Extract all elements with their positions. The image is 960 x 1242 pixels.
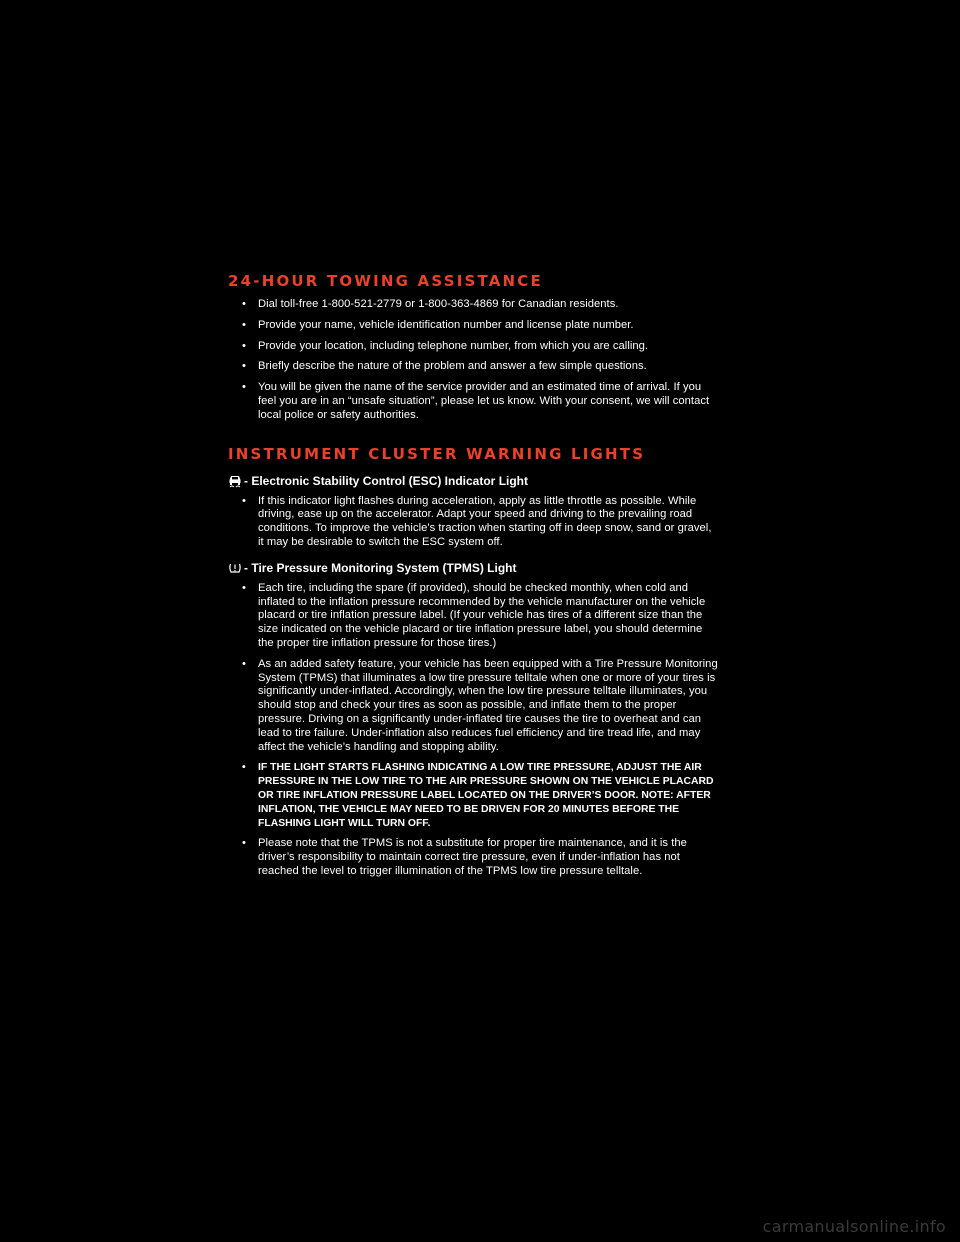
list-item: • Each tire, including the spare (if provided), should be checked monthly, when cold and inflated to the inflation pressure recommended by the vehicle manufacturer on the vehicle placard or tire inflation pressure label. (If your vehicle has tires of a different size than the size indicated on the vehicle placard or tire inflation pressure label, you should determine the proper tire inflation pressure for those tires.) <box>240 582 718 651</box>
esc-light-heading-text: - Electronic Stability Control (ESC) Indicator Light <box>244 473 529 488</box>
warning-lights-section-title: INSTRUMENT CLUSTER WARNING LIGHTS <box>228 444 646 463</box>
list-item: • IF THE LIGHT STARTS FLASHING INDICATING A LOW TIRE PRESSURE, ADJUST THE AIR PRESSURE IN THE LOW TIRE TO THE AIR PRESSURE SHOWN ON THE VEHICLE PLACARD OR TIRE INFLATION PRESSURE LABEL LOCATED ON THE DRIVER’S DOOR. NOTE: AFTER INFLATION, THE VEHICLE MAY NEED TO BE DRIVEN FOR 20 MINUTES BEFORE THE FLASHING LIGHT WILL TURN OFF. <box>240 761 718 830</box>
tire-pressure-warning-icon <box>228 561 242 575</box>
tpms-list <box>228 582 718 879</box>
list-item: • You will be given the name of the service provider and an estimated time of arrival. If you feel you are in an “unsafe situation”, please let us know. With your consent, we will contact local police or safety authorities. <box>240 381 718 422</box>
list-item: • Provide your location, including telephone number, from which you are calling. <box>240 340 718 354</box>
esc-skid-car-icon <box>228 474 242 488</box>
list-item: • Dial toll-free 1-800-521-2779 or 1-800-363-4869 for Canadian residents. <box>240 298 718 312</box>
towing-section-title: 24-HOUR TOWING ASSISTANCE <box>228 272 543 290</box>
watermark: carmanualsonline.info <box>762 1217 946 1236</box>
esc-light-heading <box>228 473 718 489</box>
list-item: • As an added safety feature, your vehicle has been equipped with a Tire Pressure Monitoring System (TPMS) that illuminates a low tire pressure telltale when one or more of your tires is significantly under-inflated. Accordingly, when the low tire pressure telltale illuminates, you should stop and check your tires as soon as possible, and inflate them to the proper pressure. Driving on a significantly under-inflated tire causes the tire to overheat and can lead to tire failure. Under-inflation also reduces fuel efficiency and tire tread life, and may affect the vehicle’s handling and stopping ability. <box>240 658 718 755</box>
esc-list <box>228 495 718 550</box>
tpms-light-heading <box>228 560 718 576</box>
list-item: • Please note that the TPMS is not a substitute for proper tire maintenance, and it is the driver’s responsibility to maintain correct tire pressure, even if under-inflation has not reached the level to trigger illumination of the TPMS low tire pressure telltale. <box>240 837 718 878</box>
list-item: • Briefly describe the nature of the problem and answer a few simple questions. <box>240 360 718 374</box>
towing-list <box>228 298 718 423</box>
list-item: • Provide your name, vehicle identification number and license plate number. <box>240 319 718 333</box>
page-content <box>228 272 718 886</box>
tpms-light-heading-text: - Tire Pressure Monitoring System (TPMS) Light <box>244 560 517 575</box>
list-item: • If this indicator light flashes during acceleration, apply as little throttle as possible. While driving, ease up on the accelerator. Adapt your speed and driving to the prevailing road conditions. To improve the vehicle's traction when starting off in deep snow, sand or gravel, it may be desirable to switch the ESC system off. <box>240 495 718 550</box>
